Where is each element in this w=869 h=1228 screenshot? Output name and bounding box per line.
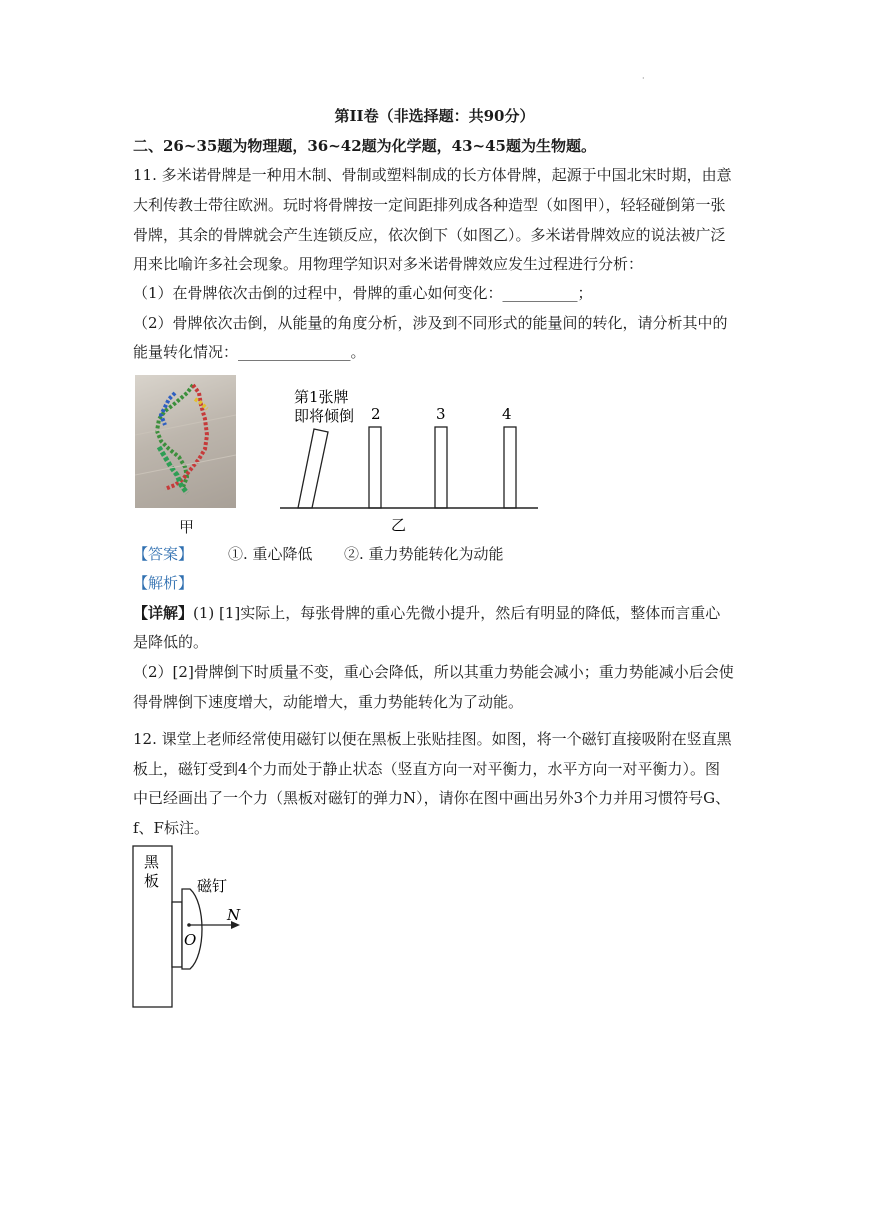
label-3: 3: [436, 405, 446, 423]
detail-2a: （2）[2]骨牌倒下时质量不变，重心会降低，所以其重力势能会减小；重力势能减小后会使: [133, 663, 734, 681]
q11-sub2b: 能量转化情况：_______________。: [133, 343, 366, 361]
q11-line-1: 11. 多米诺骨牌是一种用木制、骨制或塑料制成的长方体骨牌，起源于中国北宋时期，由意: [133, 166, 732, 184]
page-mark: ·: [642, 74, 645, 83]
domino-4: [504, 427, 516, 508]
q11-sub1: （1）在骨牌依次击倒的过程中，骨牌的重心如何变化：__________；: [133, 284, 593, 302]
point-o: [187, 923, 191, 927]
magnet-base: [172, 902, 182, 967]
detail-1b: 是降低的。: [133, 633, 209, 651]
q11-line-3: 骨牌，其余的骨牌就会产生连锁反应，依次倒下（如图乙）。多米诺骨牌效应的说法被广泛: [133, 226, 726, 244]
magnet-label: 磁钉: [197, 877, 228, 895]
label-4: 4: [502, 405, 512, 423]
domino-photo-art: [135, 375, 236, 508]
q12-line-4: f、F标注。: [133, 819, 209, 837]
label-first-2: 即将倾倒: [294, 407, 355, 425]
label-2: 2: [371, 405, 381, 423]
magnet-diagram: [130, 843, 260, 1011]
domino-3: [435, 427, 447, 508]
detail-tag: 【详解】: [133, 604, 194, 622]
domino-photo: [135, 375, 236, 508]
domino-2: [369, 427, 381, 508]
board-label-1: 黑: [144, 853, 160, 871]
force-n-label: N: [227, 906, 241, 924]
q11-line-2: 大利传教士带往欧洲。玩时将骨牌按一定间距排列成各种造型（如图甲），轻轻碰倒第一张: [133, 196, 726, 214]
analysis-tag: 【解析】: [133, 574, 194, 592]
caption-jia: 甲: [179, 518, 195, 536]
board-label-2: 板: [144, 872, 160, 890]
label-first-1: 第1张牌: [294, 388, 349, 406]
q11-line-4: 用来比喻许多社会现象。用物理学知识对多米诺骨牌效应发生过程进行分析：: [133, 255, 644, 273]
section-title: 第II卷（非选择题：共90分）: [334, 107, 535, 125]
section-subtitle: 二、26~35题为物理题，36~42题为化学题，43~45题为生物题。: [133, 137, 596, 155]
caption-yi: 乙: [391, 516, 407, 534]
magnet-head: [182, 889, 202, 969]
detail-2b: 得骨牌倒下速度增大，动能增大，重力势能转化为了动能。: [133, 693, 524, 711]
answer-2: ②. 重力势能转化为动能: [344, 545, 504, 563]
answer-tag: 【答案】: [133, 545, 194, 563]
domino-diagram: [278, 372, 540, 538]
detail-1a: (1) [1]实际上，每张骨牌的重心先微小提升，然后有明显的降低，整体而言重心: [193, 604, 721, 622]
q12-line-2: 板上，磁钉受到4个力而处于静止状态（竖直方向一对平衡力，水平方向一对平衡力）。图: [133, 760, 721, 778]
domino-1-falling: [298, 429, 328, 508]
q11-sub2a: （2）骨牌依次击倒，从能量的角度分析，涉及到不同形式的能量间的转化，请分析其中的: [133, 314, 728, 332]
answer-1: ①. 重心降低: [228, 545, 313, 563]
q12-line-1: 12. 课堂上老师经常使用磁钉以便在黑板上张贴挂图。如图，将一个磁钉直接吸附在竖直黑: [133, 730, 732, 748]
q12-line-3: 中已经画出了一个力（黑板对磁钉的弹力N），请你在图中画出另外3个力并用习惯符号G、: [133, 789, 731, 807]
origin-label: O: [184, 931, 197, 949]
